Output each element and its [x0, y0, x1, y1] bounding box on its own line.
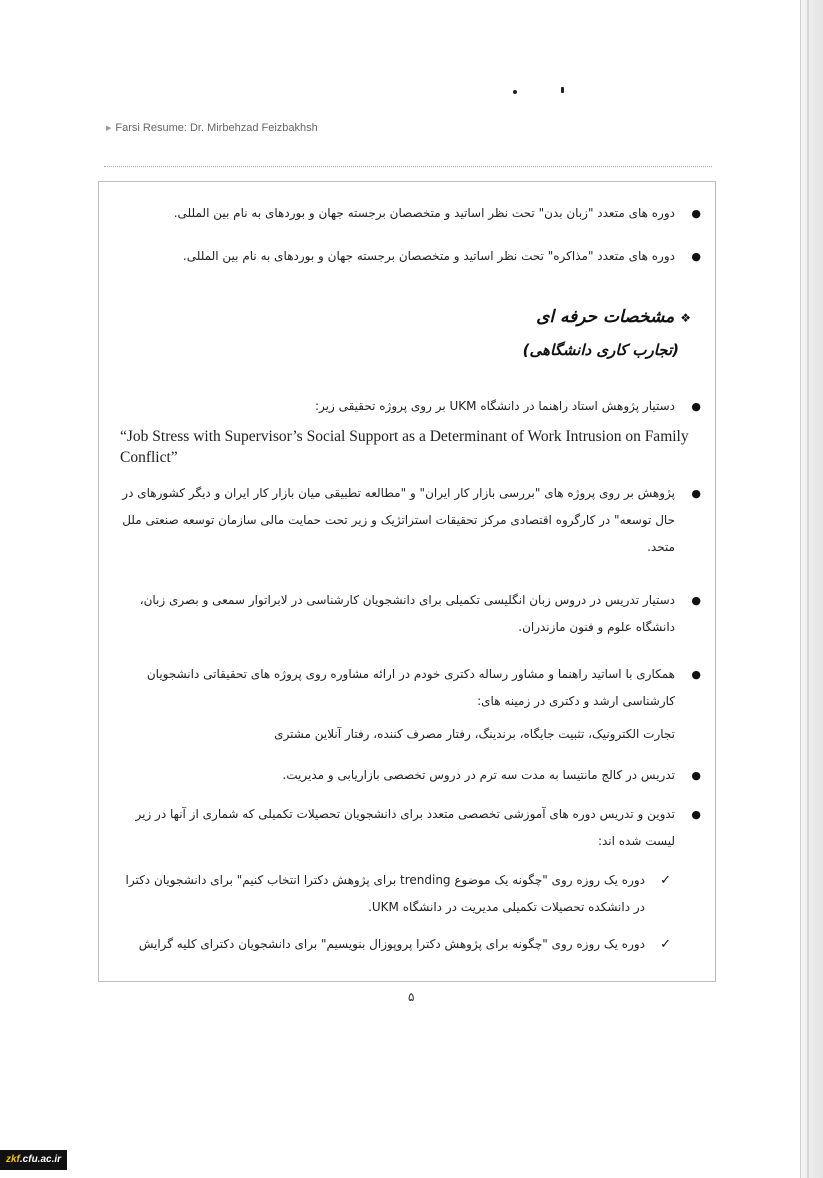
site-watermark-link[interactable]: zkf.cfu.ac.ir: [0, 1150, 67, 1170]
list-item: ● همکاری با اساتید راهنما و مشاور رساله دکتری خودم در ارائه مشاوره روی پروژه های تحقیقاتی دانشجویان کارشناسی ارشد و دکتری در زمینه های:: [120, 661, 705, 715]
bullet-icon: ●: [691, 769, 701, 782]
page-number: ۵: [408, 990, 415, 1004]
list-item: ● دوره های متعدد "زبان بدن" تحت نظر اساتید و متخصصان برجسته جهان و بوردهای به نام بین المللی.: [120, 200, 705, 227]
page-header: [106, 122, 318, 134]
page-edge: [800, 0, 823, 1178]
section-title: ❖مشخصات حرفه ای: [536, 307, 691, 327]
bullet-icon: ●: [691, 668, 701, 681]
check-mark-icon: ✓: [660, 873, 671, 888]
project-title-quote: “Job Stress with Supervisor’s Social Support as a Determinant of Work Intrusion on Family Conflict”: [120, 428, 689, 466]
list-item: ● دستیار تدریس در دروس زبان انگلیسی تکمیلی برای دانشجویان کارشناسی در لابراتوار سمعی و بصری زبان، دانشگاه علوم و فنون مازندران.: [120, 587, 705, 641]
scan-speck: [513, 90, 517, 94]
bullet-icon: ●: [691, 250, 701, 263]
scan-speck: [561, 87, 564, 93]
header-divider: [104, 166, 712, 167]
bullet-icon: ●: [691, 808, 701, 821]
course-item: ✓ دوره یک روزه روی "چگونه یک موضوع trending برای پژوهش دکترا انتخاب کنیم" برای دانشجویان دکترا در دانشکده تحصیلات تکمیلی مدیریت در دانشگاه UKM.: [120, 867, 705, 921]
header-text: Farsi Resume: Dr. Mirbehzad Feizbakhsh: [115, 122, 318, 134]
bullet-icon: ●: [691, 487, 701, 500]
check-mark-icon: ✓: [660, 937, 671, 952]
course-item: ✓ دوره یک روزه روی "چگونه برای پژوهش دکترا پروپوزال بنویسیم" برای دانشجویان دکترای کلیه گرایش: [120, 931, 705, 958]
research-areas: تجارت الکترونیک، تثبیت جایگاه، برندینگ، رفتار مصرف کننده، رفتار آنلاین مشتری: [274, 727, 675, 741]
bullet-icon: ●: [691, 594, 701, 607]
triangle-icon: ▶: [106, 125, 112, 132]
bullet-icon: ●: [691, 207, 701, 220]
list-item: ● تدوین و تدریس دوره های آموزشی تخصصی متعدد برای دانشجویان تحصیلات تکمیلی که شماری از آنها در زیر لیست شده اند:: [120, 801, 705, 855]
diamond-ornament-icon: ❖: [680, 311, 691, 325]
list-item: ● دوره های متعدد "مذاکره" تحت نظر اساتید و متخصصان برجسته جهان و بوردهای به نام بین المللی.: [120, 243, 705, 270]
list-item: ● پژوهش بر روی پروژه های "بررسی بازار کار ایران" و "مطالعه تطبیقی میان بازار کار ایران و دیگر کشورهای در حال توسعه" در کارگروه اقتصادی مرکز تحقیقات استراتژیک و زیر تحت حمایت مالی سازمان توسعه صنعتی ملل متحد.: [120, 480, 705, 561]
section-subtitle: (تجارب کاری دانشگاهی): [522, 341, 679, 359]
bullet-icon: ●: [691, 400, 701, 413]
list-item: ● دستیار پژوهش استاد راهنما در دانشگاه UKM بر روی پروژه تحقیقی زیر:: [120, 393, 705, 420]
list-item: ● تدریس در کالج مانتیسا به مدت سه ترم در دروس تخصصی بازاریابی و مدیریت.: [120, 762, 705, 789]
resume-content: [120, 200, 705, 958]
